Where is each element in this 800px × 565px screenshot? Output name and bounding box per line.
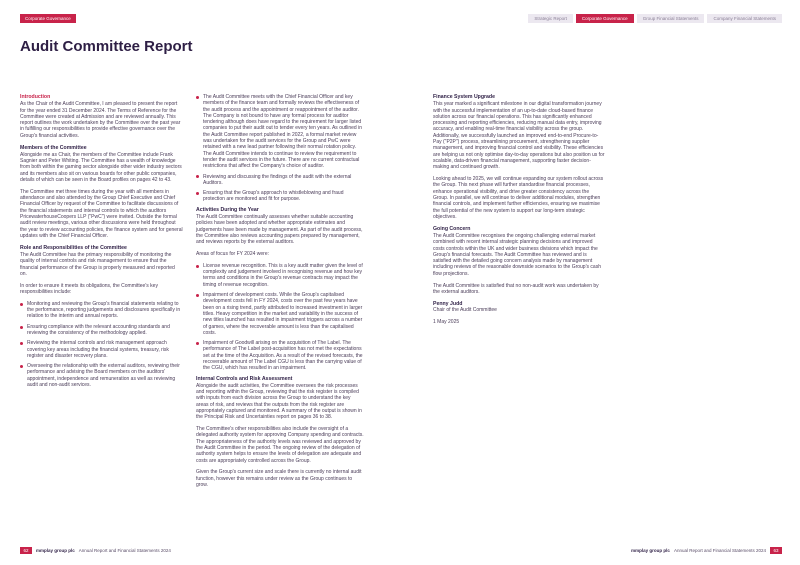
paragraph: As the Chair of the Audit Committee, I am pleased to present the report for the year ended 31 December 2024. The Terms of Reference for the Committee were created at Admission and are reviewed annually. This report outlines the work undertaken by the Committee over the past year in fulfilling our responsibilities to provide effective governance over the Group's financial activities. [20, 101, 181, 139]
bullet-item: Impairment of Goodwill arising on the acquisition of The Label. The performance of The Label post-acquisition has not met the expectations set at the time of the Acquisition. As a result of the revised forecasts, the recoverable amount of The Label CGU is less than the carrying value of the CGU, which has resulted in an impairment. [196, 340, 364, 371]
bullet-item: Ensuring compliance with the relevant accounting standards and reviewing the consistency of the methodology applied. [20, 324, 183, 337]
paragraph: The Audit Committee has the primary responsibility of monitoring the quality of internal controls and risk management to ensure that the financial performance of the Group is properly measured and reported on. [20, 252, 175, 277]
nav-group-financial-statements[interactable]: Group Financial Statements [637, 14, 705, 23]
bullet-item: Impairment of development costs. While the Group's capitalised development costs fell in FY 2024, costs over the past few years have been on a rising trend, partly attributed to increased investment in larger titles. Heavy competition in the market and variability in the success of new titles launched has resulted in impairment triggers across a number of games, where the recoverable amount is less than the capitalised costs. [196, 292, 364, 336]
paragraph: Given the Group's current size and scale there is currently no internal audit function, however this remains under review as the Group continues to grow. [196, 469, 362, 489]
bullet-item: The Audit Committee meets with the Chief Financial Officer and key members of the finance team and formally reviews the effectiveness of the audit process and the appointment or reappointment of the auditor. The Company is not bound to have any formal process for auditor tendering although does have regard to the requirement for larger listed companies to put their audit out to tender every ten years. As outlined in the Audit Committee report published in 2022, a formal market review was undertaken for the audit services for the Group and PwC were retained with a new lead partner following their normal rotation policy. The Audit Committee intends to continue to review the requirement to tender the audit services in the future. There are no current contractual restrictions that affect the Company's choice of auditor. [196, 94, 364, 170]
footer-doc-title: Annual Report and Financial Statements 2024 [673, 548, 766, 553]
page-title: Audit Committee Report [20, 38, 193, 55]
section-heading: Internal Controls and Risk Assessment [196, 375, 293, 382]
column-3 [433, 94, 605, 331]
section-heading: Finance System Upgrade [433, 94, 495, 100]
bullet-item: Reviewing the internal controls and risk management approach covering key areas including the financial systems, treasury, risk register and disaster recovery plans. [20, 340, 183, 359]
section-heading: Role and Responsibilities of the Committee [20, 244, 127, 251]
footer-doc-title: Annual Report and Financial Statements 2024 [78, 548, 171, 553]
paragraph: Alongside me as Chair, the members of the Committee include Frank Sagnier and Peter Whiting. The Committee has a wealth of knowledge from both within the gaming sector alongside other wider industry sectors and its members also sit on various boards for other public companies, details of which can be seen in the Board profiles on pages 42 to 43. [20, 151, 182, 184]
bullet-item: Monitoring and reviewing the Group's financial statements relating to the performance, reporting judgements and disclosures specifically in relation to the interim and annual reports. [20, 301, 183, 320]
page-number-left: 62 [20, 547, 32, 554]
paragraph: This year marked a significant milestone in our digital transformation journey with the successful implementation of an up-to-date cloud-based finance solution across our financial operations. This has significantly enhanced processing and reporting efficiencies, reducing manual data entry, improving accuracy, and enabling real-time financial visibility across the group. Additionally, we successfully launched an improved end-to-end Procure-to-Pay ("P2P") process, streamlining procurement, strengthening supplier management, and improving financial control and visibility. These efficiencies are helping us not only optimise day-to-day operations but also position us for scalable, data-driven financial management, supporting faster decision-making and continued growth. [433, 101, 605, 171]
column-1 [20, 94, 183, 392]
bullet-item: Reviewing and discussing the findings of the audit with the external Auditors. [196, 174, 364, 187]
section-heading: Activities During the Year [196, 206, 259, 213]
bullet-item: Overseeing the relationship with the external auditors, reviewing their performance and advising the Board members on the auditors' appointment, independence and remuneration as well as reviewing audit and non-audit services. [20, 363, 183, 388]
section-tag: Corporate Governance [20, 14, 76, 23]
footer-company: mmplay group plc [631, 548, 670, 553]
section-nav [528, 14, 782, 23]
paragraph: The Committee's other responsibilities also include the oversight of a delegated authority system for approving Company spending and contracts. The appropriateness of the authority levels was reviewed and approved by the Audit Committee in the period. The ongoing review of the delegation of authority system helps to ensure the levels of delegation are adequate and costs are appropriately controlled across the Group. [196, 426, 364, 464]
nav-company-financial-statements[interactable]: Company Financial Statements [707, 14, 782, 23]
paragraph: Chair of the Audit Committee [433, 306, 497, 313]
paragraph: The Audit Committee continually assesses whether suitable accounting policies have been adopted and whether appropriate estimates and judgements have been made by management. As part of the audit process, the Committee also reviews accounting papers prepared by management, and reviews reports by the external auditors. [196, 214, 363, 246]
bullet-item: Ensuring that the Group's approach to whistleblowing and fraud protection are monitored and fit for purpose. [196, 190, 364, 203]
nav-strategic-report[interactable]: Strategic Report [528, 14, 573, 23]
signatory-name: Penny Judd [433, 300, 463, 307]
section-heading: Going Concern [433, 225, 471, 232]
column-2 [196, 94, 364, 494]
paragraph: Areas of focus for FY 2024 were: [196, 251, 270, 258]
bullet-item: License revenue recognition. This is a key audit matter given the level of complexity and judgement involved in recognising revenue and how key terms and conditions in the Group's revenue contracts may impact the timing of revenue recognition. [196, 263, 364, 288]
footer-right [631, 547, 782, 554]
footer-company: mmplay group plc [36, 548, 75, 553]
paragraph: Looking ahead to 2025, we will continue expanding our system rollout across the Group. This next phase will further standardise financial processes, enhance operational visibility, and drive greater consistency across the Group. In parallel, we will continue to deliver additional modules, strengthen financial controls, and implement further efficiencies, ensuring we maximise the full potential of the new system to support our long-term strategic objectives. [433, 176, 604, 220]
paragraph: The Audit Committee recognises the ongoing challenging external market combined with recent internal strategic planning decisions and improved costs controls within the UK and wider business divisions which impact the Group's financial forecasts. The Audit Committee has reviewed and is satisfied with the detailed going concern analysis made by management including reviews of the reasonable downside scenarios to the Group's cash flow projections. [433, 232, 601, 277]
paragraph: Alongside the audit activities, the Committee oversees the risk processes and reporting within the Group, reviewing that the risk register is compiled with inputs from each division across the Group to understand the key areas of risk, and reviews that the outputs from the risk register are appropriately captured and monitored. A summary of the output is shown in the Principal Risk and Uncertainties report on pages 36 to 38. [196, 382, 362, 421]
footer-left [20, 547, 171, 554]
section-heading: Members of the Committee [20, 144, 87, 151]
paragraph: In order to ensure it meets its obligations, the Committee's key responsibilities include: [20, 282, 158, 296]
paragraph: The Audit Committee is satisfied that no non-audit work was undertaken by the external auditors. [433, 282, 599, 295]
paragraph: 1 May 2025 [433, 318, 460, 325]
nav-corporate-governance[interactable]: Corporate Governance [576, 14, 634, 23]
paragraph: The Committee met three times during the year with all members in attendance and also attended by the Group Chief Executive and Chief Financial Officer by request of the Committee to facilitate discussions of the financial statements and internal controls to which the auditors PricewaterhouseCoopers LLP ("PwC") were invited. Outside the formal audit review meetings, various other discussions were held throughout the year to review accounting policies, the finance system and for general updates with the Chief Financial Officer. [20, 188, 183, 239]
page-number-right: 63 [770, 547, 782, 554]
section-heading: Introduction [20, 94, 51, 100]
